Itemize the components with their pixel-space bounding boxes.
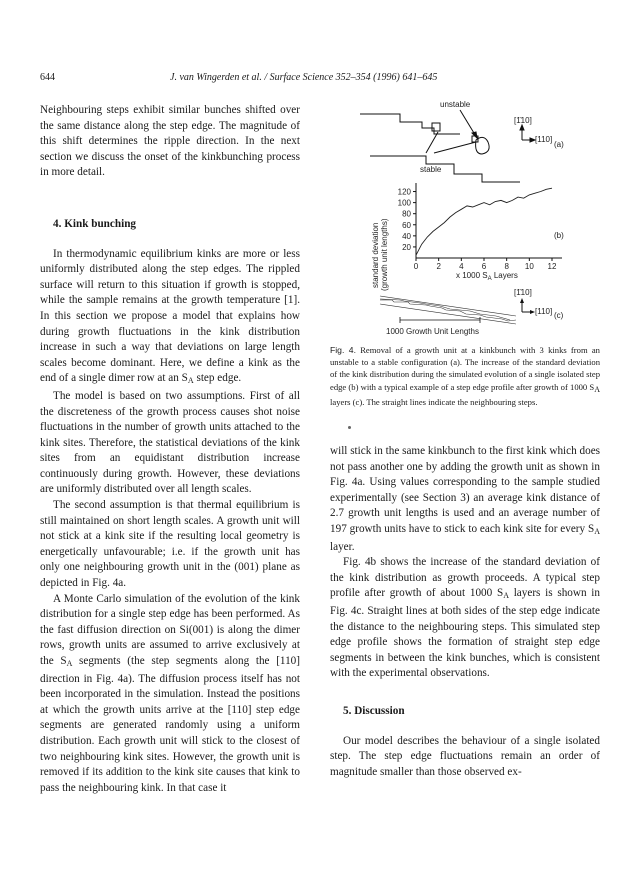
left-column [40, 103, 300, 796]
label-110-c: [110] [535, 307, 553, 316]
x-tick-label-2: 4 [459, 262, 464, 271]
section-heading-kink-bunching: 4. Kink bunching [53, 217, 137, 230]
y-tick-label-2: 60 [402, 220, 411, 230]
paragraph-continuation: will stick in the same kinkbunch to the first kink which does not pass another one by adding the growth unit as shown in Fig. 4a. Using values corresponding to the sample studied experimentally (see Section 3) an average kink distance of 2.7 growth unit lengths is used and an average number of 197 growth units have to stick to each kink site for every $S_A$ layer. [330, 445, 601, 553]
arrow-head [472, 132, 477, 138]
paragraph-second-assumption: The second assumption is that thermal equilibrium is still maintained on short length scales. A growth unit will not stick at a kink site if the resulting local geometry is energetically unfavourable; i.e. if the growth unit has only one neighbouring growth unit in the (001) plane as depicted in Fig. 4a. [40, 499, 300, 590]
caption-label: Fig. 4. [330, 345, 356, 355]
page-header [40, 72, 600, 88]
panel-label-c: (c) [554, 311, 564, 320]
stray-dot [348, 426, 351, 429]
panel-b-chart [371, 183, 564, 291]
label-1-10-c: [1̄10] [514, 288, 532, 297]
figure-4 [330, 98, 602, 338]
paragraph-discussion: Our model describes the behaviour of a single isolated step. The step edge fluctuations remain an order of magnitude smaller than those observed ex- [330, 734, 600, 778]
y-tick-label-0: 20 [402, 242, 411, 252]
panel-c-profile [380, 296, 535, 324]
x-tick-label-3: 6 [481, 262, 487, 271]
intro-paragraph: Neighbouring steps exhibit similar bunches shifted over the same distance along the step edge. The magnitude of this shift determines the ripple direction. In the next section we discuss the onset of the kinkbunching process in more detail. [40, 104, 300, 179]
paragraph-equilibrium: In thermodynamic equilibrium kinks are more or less uniformly distributed along the step edges. The rippled surface will return to this situation if growth is stopped, while the sample remains at the growth temperature [1]. In this section we propose a model that explains how during growth fluctuations in the kink distribution increase in such a way that deviations on large length scales become dominant. Here, we define a kink as the end of a single dimer row at an $S_A$ step edge. [40, 247, 300, 386]
x-axis-label: x 1000 $S_A$ Layers [456, 271, 518, 282]
y-axis-label-line1: standard deviation [371, 222, 380, 288]
y-tick-label-1: 40 [402, 231, 411, 241]
label-1-10-a: [1̄10] [514, 116, 532, 125]
stable-step-edge [370, 156, 520, 182]
y-axis-label-line2: (growth unit lengths) [380, 218, 389, 291]
scale-bar-label: 1000 Growth Unit Lengths [386, 327, 479, 336]
figure-caption: Fig. 4. Removal of a growth unit at a kinkbunch with 3 kinks from an unstable to a stable configuration (a). The increase of the standard deviation of the kink distribution during the simulated evolution of a single isolated step edge (b) with a typical example of a step edge profile after growth of 1000 SA layers (c). The straight lines indicate the neighbouring steps. [330, 345, 600, 407]
panel-label-a: (a) [554, 140, 564, 149]
pointer-line-2 [434, 142, 476, 153]
paragraph-fig4b: Fig. 4b shows the increase of the standard deviation of the kink distribution as growth proceeds. A typical step profile after growth of about 1000 $S_A$ layers is shown in Fig. 4c. Straight lines at both sides of the step edge indicate the distance to the neighbouring steps. This simulated step edge profile shows the formation of straight step edge segments in between the kink bunches, which is consistent with the experimental observations. [330, 556, 600, 680]
paragraph-monte-carlo: A Monte Carlo simulation of the evolution of the kink distribution for a single step edge has been performed. As the fast diffusion direction on Si(001) is along the dimer rows, growth units are assumed to arrive exclusively at the $S_A$ segments (the step segments along the [110] direction in Fig. 4a). The diffusion process itself has not been incorporated in the simulation. Instead the positions at which the growth units arrive at the [110] step edge segments are generated randomly using a uniform distribution. Each growth unit will stick to the closest of two neighbouring kink sites. However, the growth unit is removed if its addition to the kink site causes that kink to pass the neighbouring kink. In that case it [40, 592, 301, 794]
page-number: 644 [40, 72, 55, 83]
figure-4-svg [330, 98, 602, 338]
panel-a-schematic [360, 110, 535, 182]
section-heading-discussion: 5. Discussion [343, 704, 405, 717]
running-title: J. van Wingerden et al. / Surface Science 352–354 (1996) 641–645 [170, 72, 438, 83]
x-tick-label-5: 10 [524, 262, 534, 271]
x-tick-label-0: 0 [413, 262, 419, 271]
label-unstable: unstable [440, 100, 471, 109]
pointer-line-1 [426, 132, 438, 153]
x-tick-label-6: 12 [547, 262, 557, 271]
panel-label-b: (b) [554, 231, 564, 240]
paragraph-assumptions: The model is based on two assumptions. First of all the discreteness of the growth process causes shot noise fluctuations in the number of growth units attached to the kink sites. Therefore, the statistical deviations of the kink sites from an equidistant distribution increase continuously during growth. However, these deviations are uniformly distributed over all length scales. [40, 389, 300, 496]
y-tick-label-4: 100 [397, 198, 411, 208]
y-tick-label-3: 80 [402, 209, 411, 219]
neighbour-step-upper [380, 296, 516, 316]
series-line [416, 188, 552, 255]
x-tick-label-4: 8 [504, 262, 509, 271]
x-tick-label-1: 2 [436, 262, 441, 271]
highlight-square-a [432, 123, 440, 131]
label-110-a: [110] [535, 135, 553, 144]
y-tick-label-5: 120 [397, 187, 411, 197]
unstable-step-edge [360, 114, 460, 134]
right-column [330, 444, 600, 780]
label-stable: stable [420, 165, 442, 174]
